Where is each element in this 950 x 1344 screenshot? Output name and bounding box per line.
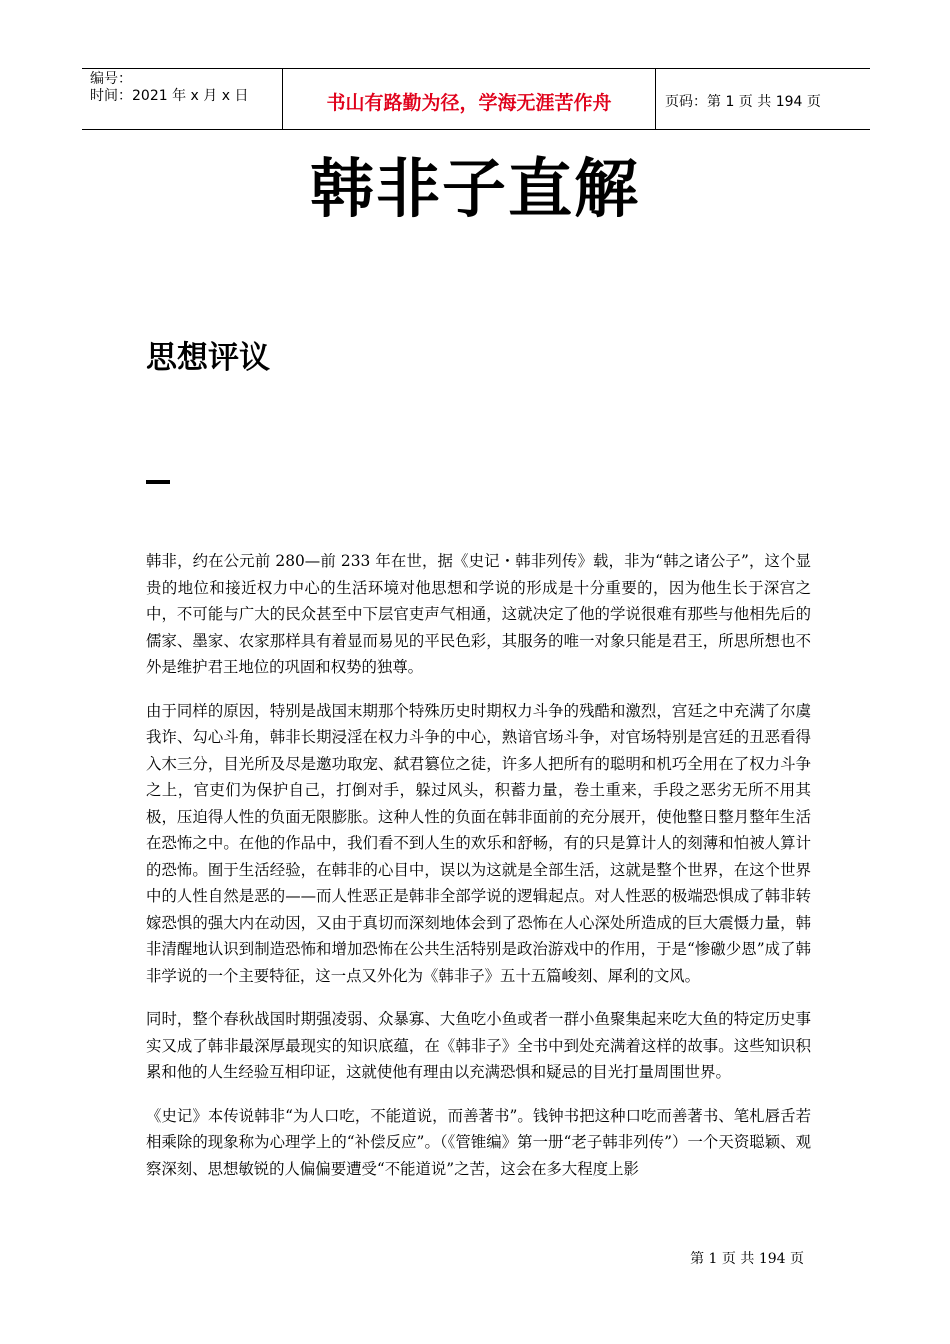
paragraph: 同时，整个春秋战国时期强凌弱、众暴寡、大鱼吃小鱼或者一群小鱼聚集起来吃大鱼的特定历史事实又成了韩非最深厚最现实的知识底蕴，在《韩非子》全书中到处充满着这样的故事。这些知识积累和他的人生经验互相印证，这就使他有理由以充满恐惧和疑忌的目光打量周围世界。 <box>146 1010 811 1081</box>
document-title: 韩非子直解 <box>310 153 640 227</box>
page-info: 页码：第 1 页 共 194 页 <box>665 94 821 110</box>
paragraph: 韩非，约在公元前 280—前 233 年在世，据《史记・韩非列传》载，非为“韩之诸公子”，这个显贵的地位和接近权力中心的生活环境对他思想和学说的形成是十分重要的，因为他生长于深宫之中，不可能与广大的民众甚至中下层官吏声气相通，这就决定了他的学说很难有那些与他相先后的儒家、墨家、农家那样具有着显而易见的平民色彩，其服务的唯一对象只能是君王，所思所想也不外是维护君王地位的巩固和权势的独尊。 <box>146 552 811 676</box>
body-text <box>146 548 811 1199</box>
time-label: 时间：2021 年 x 月 x 日 <box>90 88 249 104</box>
header-page-cell <box>655 69 870 129</box>
document-header <box>82 68 870 130</box>
paragraph: 由于同样的原因，特别是战国末期那个特殊历史时期权力斗争的残酷和激烈，宫廷之中充满了尔虞我诈、勾心斗角，韩非长期浸淫在权力斗争的中心，熟谙官场斗争，对官场特别是宫廷的丑恶看得入木三分，目光所及尽是邀功取宠、弑君篡位之徒，许多人把所有的聪明和机巧全用在了权力斗争之上，官吏们为保护自己，打倒对手，躲过风头，积蓄力量，卷土重来，手段之恶劣无所不用其极，压迫得人性的负面无限膨胀。这种人性的负面在韩非面前的充分展开，使他整日整月整年生活在恐怖之中。在他的作品中，我们看不到人生的欢乐和舒畅，有的只是算计人的刻薄和怕被人算计的恐怖。囿于生活经验，在韩非的心目中，误以为这就是全部生活，这就是整个世界，在这个世界中的人性自然是恶的——而人性恶正是韩非全部学说的逻辑起点。对人性恶的极端恐惧成了韩非转嫁恐惧的强大内在动因，又由于真切而深刻地体会到了恐怖在人心深处所造成的巨大震慑力量，韩非清醒地认识到制造恐怖和增加恐怖在公共生活特别是政治游戏中的作用，于是“惨礉少恩”成了韩非学说的一个主要特征，这一点又外化为《韩非子》五十五篇峻刻、犀利的文风。 <box>146 701 811 985</box>
paragraph: 《史记》本传说韩非“为人口吃，不能道说，而善著书”。钱钟书把这种口吃而善著书、笔札唇舌若相乘除的现象称为心理学上的“补偿反应”。（《管锥编》第一册“老子韩非列传”）一个天资聪颖、观察深刻、思想敏锐的人偏偏要遭受“不能道说”之苦，这会在多大程度上影 <box>146 1106 811 1178</box>
header-motto-cell <box>282 69 656 129</box>
motto-text: 书山有路勤为径，学海无涯苦作舟 <box>326 92 612 114</box>
section-title: 思想评议 <box>146 340 270 376</box>
chapter-number <box>146 480 170 484</box>
header-meta-cell <box>82 69 282 129</box>
number-label: 编号： <box>90 71 132 87</box>
page-footer: 第 1 页 共 194 页 <box>690 1251 804 1267</box>
